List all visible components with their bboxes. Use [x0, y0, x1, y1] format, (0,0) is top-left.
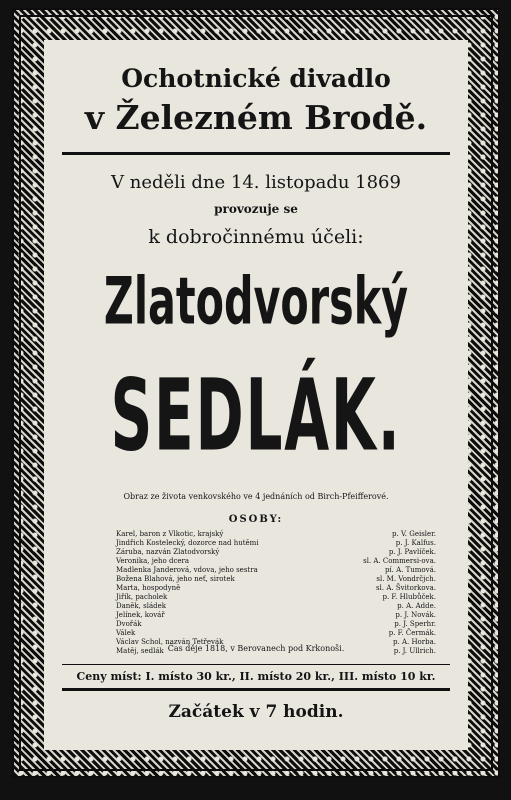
ticket-prices: Ceny míst: I. místo 30 kr., II. místo 20 kr., III. místo 10 kr.	[76, 670, 436, 683]
cast-row	[116, 548, 436, 557]
start-time: Začátek v 7 hodin.	[168, 702, 344, 722]
cast-row	[116, 539, 436, 548]
price-rule-top	[62, 664, 450, 665]
cast-row	[116, 557, 436, 566]
actor-name: pí. A. Tumová.	[384, 566, 436, 574]
cast-row	[116, 620, 436, 629]
cast-row	[116, 611, 436, 620]
cast-row	[116, 629, 436, 638]
town-name: v Železném Brodě.	[84, 98, 428, 137]
cast-row	[116, 575, 436, 584]
role-name: Václav Schol, nazván Tetřevák	[116, 638, 224, 646]
role-name: Karel, baron z Vlkotic, krajský	[116, 530, 224, 538]
place-and-time: Čas děje 1818, v Berovanech pod Krkonoši.	[167, 644, 345, 653]
role-name: Válek	[116, 629, 136, 637]
role-name: Daněk, sládek	[116, 602, 166, 610]
role-name: Jelínek, kovář	[116, 611, 165, 619]
actor-name: p. F. Hlubůček.	[382, 593, 436, 601]
actor-name: p. J. Ullrich.	[393, 647, 436, 655]
theatre-name: Ochotnické divadlo	[121, 64, 391, 93]
role-name: Marta, hospodyně	[116, 584, 181, 592]
actor-name: p. J. Novák.	[395, 611, 436, 619]
actor-name: sl. A. Commersi-ova.	[363, 557, 436, 565]
role-name: Jindřich Kostelecký, dozorce nad hutěmi	[116, 539, 259, 547]
play-description: Obraz ze života venkovského ve 4 jednáních od Birch-Pfeifferové.	[123, 492, 389, 501]
poster-paper	[44, 40, 468, 750]
actor-name: p. A. Adde.	[397, 602, 436, 610]
actor-name: p. J. Pavlíček.	[388, 548, 436, 556]
cast-list	[116, 530, 436, 656]
cast-row	[116, 530, 436, 539]
role-name: Záruba, nazván Zlatodvorský	[116, 548, 220, 556]
role-name: Madlenka Janderová, vdova, jeho sestra	[116, 566, 258, 574]
actor-name: p. F. Čermák.	[388, 629, 436, 637]
actor-name: p. V. Geisler.	[392, 530, 436, 538]
play-title-line-2: SEDLÁK.	[110, 358, 402, 474]
role-name: Dvořák	[116, 620, 142, 628]
performance-date: V neděli dne 14. listopadu 1869	[111, 172, 401, 193]
roles-heading: OSOBY:	[228, 514, 284, 525]
actor-name: p. J. Sperhr.	[394, 620, 436, 628]
actor-name: p. J. Kalfus.	[395, 539, 436, 547]
cast-row	[116, 566, 436, 575]
price-rule-bottom	[62, 688, 450, 691]
role-name: Matěj, sedlák	[116, 647, 164, 655]
purpose-label: k dobročinnému účeli:	[148, 226, 364, 248]
actor-name: p. A. Horba.	[393, 638, 436, 646]
top-rule	[62, 152, 450, 155]
actor-name: sl. M. Vondrčjch.	[376, 575, 436, 583]
cast-row	[116, 602, 436, 611]
role-name: Božena Blahová, jeho neť, sirotek	[116, 575, 235, 583]
play-title-line-1: Zlatodvorský	[103, 264, 409, 340]
presents-label: provozuje se	[214, 202, 298, 216]
role-name: Veronika, jeho dcera	[116, 557, 190, 565]
cast-row	[116, 593, 436, 602]
cast-row	[116, 584, 436, 593]
role-name: Jiřík, pacholek	[116, 593, 168, 601]
actor-name: sl. A. Švitorkova.	[376, 584, 436, 592]
